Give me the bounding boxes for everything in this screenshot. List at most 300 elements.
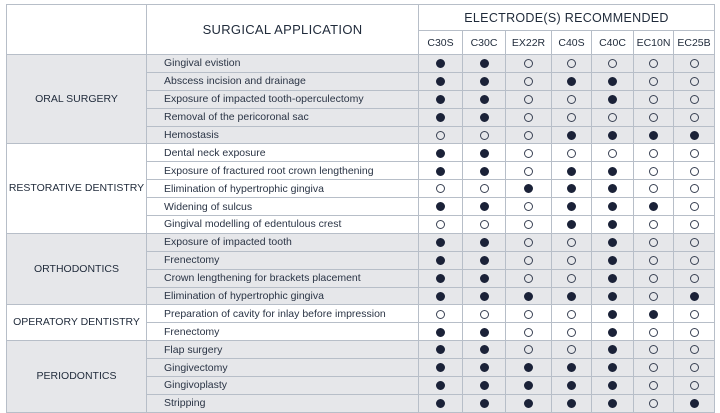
column-header-c30s: C30S <box>419 31 463 55</box>
recommendation-cell <box>419 144 463 162</box>
recommendation-cell <box>419 216 463 234</box>
recommendation-cell <box>634 108 674 126</box>
recommendation-cell <box>552 359 592 377</box>
recommendation-cell <box>506 323 552 341</box>
header-corner-cell <box>7 5 147 55</box>
empty-circle-icon <box>690 95 699 104</box>
filled-circle-icon <box>524 363 533 372</box>
recommendation-cell <box>634 90 674 108</box>
recommendation-cell <box>674 126 715 144</box>
recommendation-cell <box>506 90 552 108</box>
filled-circle-icon <box>480 399 489 408</box>
recommendation-cell <box>592 305 634 323</box>
filled-circle-icon <box>480 113 489 122</box>
recommendation-cell <box>419 180 463 198</box>
empty-circle-icon <box>690 310 699 319</box>
recommendation-cell <box>674 341 715 359</box>
empty-circle-icon <box>567 95 576 104</box>
empty-circle-icon <box>649 328 658 337</box>
recommendation-cell <box>634 305 674 323</box>
application-cell: Frenectomy <box>147 251 419 269</box>
recommendation-cell <box>592 269 634 287</box>
filled-circle-icon <box>480 59 489 68</box>
recommendation-cell <box>674 377 715 395</box>
table-row <box>7 55 715 73</box>
filled-circle-icon <box>649 310 658 319</box>
recommendation-cell <box>552 305 592 323</box>
filled-circle-icon <box>436 363 445 372</box>
surgical-application-heading: SURGICAL APPLICATION <box>147 5 419 55</box>
filled-circle-icon <box>436 95 445 104</box>
recommendation-cell <box>552 144 592 162</box>
recommendation-cell <box>592 144 634 162</box>
column-header-c40c: C40C <box>592 31 634 55</box>
filled-circle-icon <box>436 328 445 337</box>
filled-circle-icon <box>608 184 617 193</box>
empty-circle-icon <box>649 292 658 301</box>
empty-circle-icon <box>524 274 533 283</box>
empty-circle-icon <box>436 131 445 140</box>
recommendation-cell <box>674 305 715 323</box>
empty-circle-icon <box>524 131 533 140</box>
empty-circle-icon <box>436 184 445 193</box>
filled-circle-icon <box>480 256 489 265</box>
column-header-ex22r: EX22R <box>506 31 552 55</box>
recommendation-cell <box>506 198 552 216</box>
recommendation-cell <box>506 162 552 180</box>
recommendation-cell <box>506 287 552 305</box>
recommendation-cell <box>463 305 506 323</box>
empty-circle-icon <box>690 113 699 122</box>
recommendation-cell <box>419 233 463 251</box>
recommendation-cell <box>419 394 463 412</box>
empty-circle-icon <box>567 238 576 247</box>
application-cell: Gingival modelling of edentulous crest <box>147 216 419 234</box>
electrode-recommendation-table <box>6 4 715 413</box>
filled-circle-icon <box>608 381 617 390</box>
recommendation-cell <box>463 269 506 287</box>
empty-circle-icon <box>649 59 658 68</box>
filled-circle-icon <box>608 220 617 229</box>
empty-circle-icon <box>690 238 699 247</box>
empty-circle-icon <box>567 59 576 68</box>
recommendation-cell <box>552 180 592 198</box>
recommendation-cell <box>506 180 552 198</box>
empty-circle-icon <box>690 149 699 158</box>
filled-circle-icon <box>524 381 533 390</box>
recommendation-cell <box>419 287 463 305</box>
filled-circle-icon <box>608 256 617 265</box>
recommendation-cell <box>463 216 506 234</box>
empty-circle-icon <box>567 149 576 158</box>
recommendation-cell <box>506 269 552 287</box>
empty-circle-icon <box>649 363 658 372</box>
empty-circle-icon <box>690 381 699 390</box>
empty-circle-icon <box>567 328 576 337</box>
recommendation-cell <box>674 287 715 305</box>
recommendation-cell <box>419 377 463 395</box>
recommendation-cell <box>506 55 552 73</box>
filled-circle-icon <box>690 399 699 408</box>
recommendation-cell <box>634 341 674 359</box>
recommendation-cell <box>463 251 506 269</box>
empty-circle-icon <box>480 220 489 229</box>
category-cell: PERIODONTICS <box>7 341 147 413</box>
application-cell: Exposure of fractured root crown lengthening <box>147 162 419 180</box>
recommendation-cell <box>552 251 592 269</box>
recommendation-cell <box>506 305 552 323</box>
empty-circle-icon <box>524 238 533 247</box>
empty-circle-icon <box>649 345 658 354</box>
recommendation-cell <box>463 287 506 305</box>
empty-circle-icon <box>524 59 533 68</box>
empty-circle-icon <box>524 256 533 265</box>
empty-circle-icon <box>690 202 699 211</box>
category-cell: OPERATORY DENTISTRY <box>7 305 147 341</box>
recommendation-cell <box>552 323 592 341</box>
application-cell: Removal of the pericoronal sac <box>147 108 419 126</box>
recommendation-cell <box>634 394 674 412</box>
application-cell: Dental neck exposure <box>147 144 419 162</box>
recommendation-cell <box>552 233 592 251</box>
column-header-c40s: C40S <box>552 31 592 55</box>
application-cell: Exposure of impacted tooth <box>147 233 419 251</box>
recommendation-cell <box>463 72 506 90</box>
empty-circle-icon <box>524 113 533 122</box>
empty-circle-icon <box>649 220 658 229</box>
filled-circle-icon <box>608 363 617 372</box>
recommendation-cell <box>592 72 634 90</box>
application-cell: Crown lengthening for brackets placement <box>147 269 419 287</box>
empty-circle-icon <box>524 149 533 158</box>
empty-circle-icon <box>690 220 699 229</box>
category-cell: ORAL SURGERY <box>7 55 147 144</box>
empty-circle-icon <box>567 274 576 283</box>
application-cell: Gingivectomy <box>147 359 419 377</box>
empty-circle-icon <box>690 345 699 354</box>
recommendation-cell <box>634 198 674 216</box>
recommendation-cell <box>592 323 634 341</box>
recommendation-cell <box>552 198 592 216</box>
empty-circle-icon <box>480 184 489 193</box>
filled-circle-icon <box>608 202 617 211</box>
recommendation-cell <box>592 198 634 216</box>
filled-circle-icon <box>608 328 617 337</box>
category-cell: ORTHODONTICS <box>7 233 147 305</box>
application-cell: Elimination of hypertrophic gingiva <box>147 180 419 198</box>
recommendation-cell <box>463 233 506 251</box>
empty-circle-icon <box>524 310 533 319</box>
recommendation-cell <box>506 394 552 412</box>
filled-circle-icon <box>690 131 699 140</box>
recommendation-cell <box>634 180 674 198</box>
electrodes-recommended-heading: ELECTRODE(S) RECOMMENDED <box>419 5 715 31</box>
recommendation-cell <box>506 251 552 269</box>
recommendation-cell <box>552 126 592 144</box>
recommendation-cell <box>634 126 674 144</box>
filled-circle-icon <box>480 77 489 86</box>
recommendation-cell <box>463 323 506 341</box>
filled-circle-icon <box>690 292 699 301</box>
recommendation-cell <box>674 233 715 251</box>
recommendation-cell <box>419 251 463 269</box>
filled-circle-icon <box>524 292 533 301</box>
table-header <box>7 5 715 55</box>
recommendation-cell <box>463 144 506 162</box>
recommendation-cell <box>552 108 592 126</box>
recommendation-cell <box>592 233 634 251</box>
filled-circle-icon <box>480 95 489 104</box>
recommendation-cell <box>634 55 674 73</box>
filled-circle-icon <box>436 345 445 354</box>
empty-circle-icon <box>649 149 658 158</box>
recommendation-cell <box>463 180 506 198</box>
recommendation-cell <box>552 341 592 359</box>
recommendation-cell <box>463 126 506 144</box>
recommendation-cell <box>674 323 715 341</box>
empty-circle-icon <box>649 95 658 104</box>
table-row <box>7 233 715 251</box>
application-cell: Gingival evistion <box>147 55 419 73</box>
empty-circle-icon <box>480 310 489 319</box>
empty-circle-icon <box>649 399 658 408</box>
recommendation-cell <box>419 72 463 90</box>
application-cell: Gingivoplasty <box>147 377 419 395</box>
filled-circle-icon <box>480 274 489 283</box>
recommendation-cell <box>419 341 463 359</box>
application-cell: Abscess incision and drainage <box>147 72 419 90</box>
recommendation-cell <box>463 198 506 216</box>
empty-circle-icon <box>690 167 699 176</box>
filled-circle-icon <box>480 149 489 158</box>
recommendation-cell <box>463 90 506 108</box>
recommendation-cell <box>634 359 674 377</box>
recommendation-cell <box>674 108 715 126</box>
recommendation-cell <box>674 269 715 287</box>
recommendation-cell <box>592 359 634 377</box>
filled-circle-icon <box>608 167 617 176</box>
recommendation-cell <box>419 90 463 108</box>
recommendation-cell <box>674 251 715 269</box>
recommendation-cell <box>674 55 715 73</box>
empty-circle-icon <box>524 77 533 86</box>
filled-circle-icon <box>480 167 489 176</box>
recommendation-cell <box>592 287 634 305</box>
recommendation-cell <box>552 55 592 73</box>
filled-circle-icon <box>608 274 617 283</box>
empty-circle-icon <box>436 220 445 229</box>
filled-circle-icon <box>608 238 617 247</box>
recommendation-cell <box>419 55 463 73</box>
empty-circle-icon <box>649 256 658 265</box>
recommendation-cell <box>419 323 463 341</box>
filled-circle-icon <box>524 184 533 193</box>
recommendation-cell <box>506 341 552 359</box>
recommendation-cell <box>419 359 463 377</box>
recommendation-cell <box>592 216 634 234</box>
application-cell: Hemostasis <box>147 126 419 144</box>
table-row <box>7 144 715 162</box>
column-header-c30c: C30C <box>463 31 506 55</box>
filled-circle-icon <box>567 184 576 193</box>
filled-circle-icon <box>436 399 445 408</box>
recommendation-cell <box>419 198 463 216</box>
category-cell: RESTORATIVE DENTISTRY <box>7 144 147 233</box>
filled-circle-icon <box>608 310 617 319</box>
filled-circle-icon <box>608 77 617 86</box>
recommendation-cell <box>419 269 463 287</box>
empty-circle-icon <box>690 328 699 337</box>
column-header-ec10n: EC10N <box>634 31 674 55</box>
recommendation-cell <box>674 90 715 108</box>
filled-circle-icon <box>608 345 617 354</box>
empty-circle-icon <box>524 328 533 337</box>
filled-circle-icon <box>436 149 445 158</box>
empty-circle-icon <box>567 256 576 265</box>
empty-circle-icon <box>436 310 445 319</box>
filled-circle-icon <box>608 95 617 104</box>
recommendation-cell <box>634 216 674 234</box>
recommendation-cell <box>674 180 715 198</box>
recommendation-cell <box>463 108 506 126</box>
recommendation-cell <box>506 72 552 90</box>
recommendation-cell <box>674 144 715 162</box>
filled-circle-icon <box>436 59 445 68</box>
recommendation-cell <box>592 251 634 269</box>
column-header-ec25b: EC25B <box>674 31 715 55</box>
recommendation-cell <box>419 162 463 180</box>
application-cell: Widening of sulcus <box>147 198 419 216</box>
empty-circle-icon <box>524 167 533 176</box>
empty-circle-icon <box>524 95 533 104</box>
empty-circle-icon <box>567 345 576 354</box>
filled-circle-icon <box>480 292 489 301</box>
table-body <box>7 55 715 413</box>
filled-circle-icon <box>436 256 445 265</box>
recommendation-cell <box>592 162 634 180</box>
recommendation-cell <box>463 55 506 73</box>
recommendation-cell <box>463 162 506 180</box>
application-cell: Preparation of cavity for inlay before impression <box>147 305 419 323</box>
empty-circle-icon <box>567 310 576 319</box>
recommendation-cell <box>674 216 715 234</box>
filled-circle-icon <box>524 399 533 408</box>
empty-circle-icon <box>690 184 699 193</box>
application-cell: Stripping <box>147 394 419 412</box>
empty-circle-icon <box>649 167 658 176</box>
recommendation-cell <box>506 377 552 395</box>
table-row <box>7 305 715 323</box>
filled-circle-icon <box>608 131 617 140</box>
filled-circle-icon <box>436 381 445 390</box>
filled-circle-icon <box>567 202 576 211</box>
filled-circle-icon <box>567 220 576 229</box>
recommendation-cell <box>674 394 715 412</box>
recommendation-cell <box>674 198 715 216</box>
recommendation-cell <box>674 359 715 377</box>
recommendation-cell <box>419 126 463 144</box>
recommendation-cell <box>674 72 715 90</box>
application-cell: Frenectomy <box>147 323 419 341</box>
filled-circle-icon <box>436 238 445 247</box>
recommendation-cell <box>634 377 674 395</box>
filled-circle-icon <box>649 202 658 211</box>
recommendation-cell <box>463 394 506 412</box>
filled-circle-icon <box>436 292 445 301</box>
recommendation-cell <box>506 359 552 377</box>
filled-circle-icon <box>480 328 489 337</box>
recommendation-cell <box>506 233 552 251</box>
recommendation-cell <box>552 216 592 234</box>
application-cell: Exposure of impacted tooth-operculectomy <box>147 90 419 108</box>
empty-circle-icon <box>524 345 533 354</box>
recommendation-cell <box>419 305 463 323</box>
filled-circle-icon <box>567 131 576 140</box>
filled-circle-icon <box>567 381 576 390</box>
recommendation-cell <box>592 90 634 108</box>
empty-circle-icon <box>567 113 576 122</box>
recommendation-cell <box>592 108 634 126</box>
empty-circle-icon <box>649 113 658 122</box>
application-cell: Flap surgery <box>147 341 419 359</box>
filled-circle-icon <box>608 399 617 408</box>
recommendation-cell <box>506 216 552 234</box>
filled-circle-icon <box>567 77 576 86</box>
empty-circle-icon <box>649 184 658 193</box>
recommendation-cell <box>634 269 674 287</box>
empty-circle-icon <box>690 59 699 68</box>
filled-circle-icon <box>480 345 489 354</box>
recommendation-cell <box>552 72 592 90</box>
recommendation-cell <box>506 108 552 126</box>
empty-circle-icon <box>649 238 658 247</box>
filled-circle-icon <box>567 292 576 301</box>
application-cell: Elimination of hypertrophic gingiva <box>147 287 419 305</box>
recommendation-cell <box>592 377 634 395</box>
recommendation-cell <box>552 377 592 395</box>
recommendation-cell <box>552 394 592 412</box>
filled-circle-icon <box>567 363 576 372</box>
filled-circle-icon <box>608 292 617 301</box>
filled-circle-icon <box>480 363 489 372</box>
recommendation-cell <box>463 377 506 395</box>
recommendation-cell <box>552 269 592 287</box>
filled-circle-icon <box>436 274 445 283</box>
recommendation-cell <box>634 144 674 162</box>
recommendation-cell <box>463 341 506 359</box>
empty-circle-icon <box>608 149 617 158</box>
recommendation-cell <box>592 55 634 73</box>
recommendation-cell <box>592 126 634 144</box>
filled-circle-icon <box>436 77 445 86</box>
recommendation-cell <box>463 359 506 377</box>
empty-circle-icon <box>649 77 658 86</box>
recommendation-cell <box>674 162 715 180</box>
recommendation-cell <box>552 162 592 180</box>
empty-circle-icon <box>690 363 699 372</box>
empty-circle-icon <box>690 274 699 283</box>
recommendation-cell <box>592 180 634 198</box>
recommendation-cell <box>634 233 674 251</box>
empty-circle-icon <box>524 202 533 211</box>
table-row <box>7 341 715 359</box>
empty-circle-icon <box>480 131 489 140</box>
recommendation-cell <box>634 323 674 341</box>
filled-circle-icon <box>480 381 489 390</box>
empty-circle-icon <box>608 59 617 68</box>
filled-circle-icon <box>567 399 576 408</box>
recommendation-cell <box>634 162 674 180</box>
